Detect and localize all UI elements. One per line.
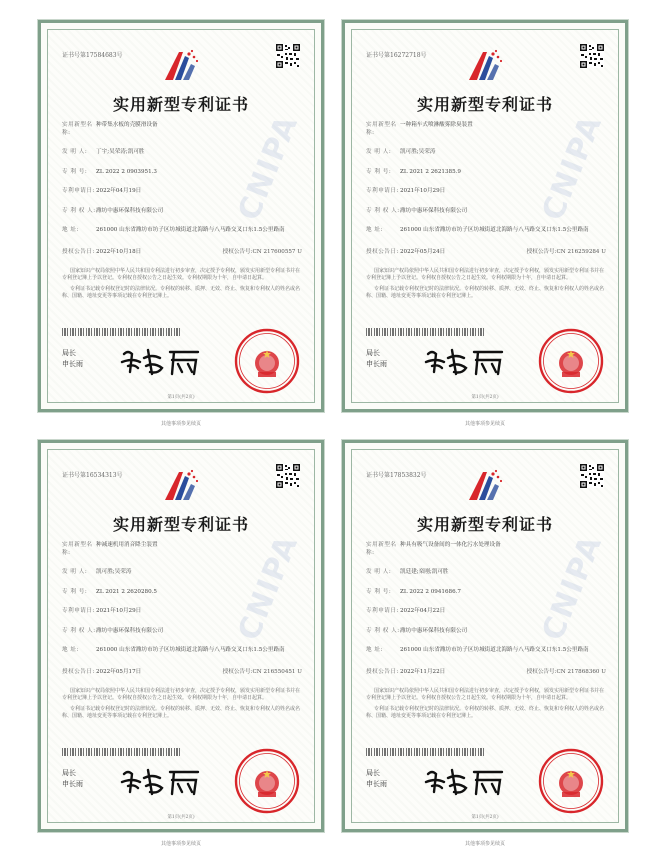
certificate-frame [47, 449, 315, 823]
field-label: 授权公告日: [366, 668, 399, 675]
field-label: 专利申请日: [62, 188, 95, 195]
body-paragraph: 国家知识产权局依照中华人民共和国专利法进行初步审查，决定授予专利权，颁发实用新型专利证书并在专利登记簿上予以登记。专利权自授权公告之日起生效。专利权期限为十年，自申请日起算。 [62, 688, 301, 702]
commissioner-signature [422, 344, 506, 380]
certificate-title: 实用新型专利证书 [416, 95, 553, 114]
cnipa-logo-icon [159, 466, 203, 506]
field-row [62, 589, 302, 597]
page-indicator: 第1页(共2页) [471, 395, 499, 400]
field-row [62, 249, 302, 257]
patent-certificate-2 [342, 20, 628, 427]
field-row [62, 608, 302, 616]
field-row [62, 647, 302, 655]
field-label: 实用新型名称: [366, 122, 397, 136]
field-row [366, 647, 606, 655]
field-value: 潍坊中惠环保科技有限公司 [400, 627, 468, 634]
commissioner-title: 局长 [366, 349, 380, 357]
certificate-number: 证书号第16272718号 [366, 52, 427, 59]
field-value: ZL 2021 2 2620280.5 [96, 588, 157, 595]
certificate-footer: 其他事项参见续页 [464, 421, 505, 427]
certificate-fields [62, 122, 302, 268]
field-row [366, 227, 606, 235]
page-indicator: 第1页(共2页) [167, 395, 195, 400]
field-label: 授权公告日: [62, 668, 95, 675]
field-label: 地 址: [366, 227, 383, 234]
certificate-number: 证书号第16534313号 [62, 472, 123, 479]
field-value: 潍坊中惠环保科技有限公司 [96, 627, 164, 634]
certificate-frame [47, 29, 315, 403]
field-row [62, 569, 302, 577]
field-label: 专 利 号: [62, 588, 88, 595]
body-paragraph: 专利证书记载专利权登记时的法律状况。专利权的转移、质押、无效、终止、恢复和专利权人的姓名或名称、国籍、地址变更等事项记载在专利登记簿上。 [62, 705, 301, 719]
field-label: 地 址: [62, 647, 79, 654]
cnipa-logo-icon [463, 46, 507, 86]
field-row [366, 669, 606, 677]
field-label: 专 利 号: [366, 588, 392, 595]
field-label: 实用新型名称: [62, 122, 93, 136]
commissioner-name: 申长雨 [366, 779, 387, 788]
field-row [62, 208, 302, 216]
field-value: 2022年05月17日 [96, 668, 142, 675]
barcode [366, 328, 486, 336]
announcement-number: 授权公告号:CN 217868360 U [526, 668, 606, 675]
field-label: 发 明 人: [366, 569, 392, 576]
field-row [366, 589, 606, 597]
commissioner-name: 申长雨 [62, 359, 83, 368]
certificate-title: 实用新型专利证书 [416, 515, 553, 534]
official-seal-icon [234, 748, 300, 814]
field-value: 种具有吸气设备间的一体化污水处理设备 [400, 542, 501, 548]
field-row [62, 149, 302, 157]
commissioner-block [62, 768, 83, 789]
qr-code-icon [580, 464, 604, 488]
qr-code-icon [276, 464, 300, 488]
official-seal-icon [234, 328, 300, 394]
commissioner-block [62, 348, 83, 369]
field-value: 261000 山东省潍坊市坊子区坊城街道北海路与八马路交叉口东1.5公里路南 [96, 647, 285, 654]
page-indicator: 第1页(共2页) [167, 815, 195, 820]
commissioner-name: 申长雨 [366, 359, 387, 368]
field-label: 实用新型名称: [62, 542, 93, 556]
body-paragraph: 专利证书记载专利权登记时的法律状况。专利权的转移、质押、无效、终止、恢复和专利权人的姓名或名称、国籍、地址变更等事项记载在专利登记簿上。 [366, 705, 605, 719]
certificate-frame [351, 449, 619, 823]
field-row [62, 122, 302, 137]
cnipa-watermark: CNIPA [535, 109, 610, 226]
commissioner-title: 局长 [366, 769, 380, 777]
field-label: 发 明 人: [62, 569, 88, 576]
field-row [366, 208, 606, 216]
field-label: 授权公告日: [62, 248, 95, 255]
field-row [62, 227, 302, 235]
field-value: 2022年04月22日 [400, 608, 446, 615]
field-label: 发 明 人: [366, 149, 392, 156]
field-row [366, 169, 606, 177]
field-label: 授权公告日: [366, 248, 399, 255]
field-value: 凯可胜;吴荣涛 [96, 569, 132, 576]
field-row [366, 188, 606, 196]
field-row [366, 542, 606, 557]
field-row [62, 188, 302, 196]
field-row [366, 149, 606, 157]
announcement-number: 授权公告号:CN 217600557 U [222, 248, 302, 255]
field-value: ZL 2021 2 2621385.9 [400, 168, 461, 175]
body-paragraph: 国家知识产权局依照中华人民共和国专利法进行初步审查，决定授予专利权，颁发实用新型专利证书并在专利登记簿上予以登记。专利权自授权公告之日起生效。专利权期限为十年，自申请日起算。 [62, 268, 301, 282]
field-row [62, 542, 302, 557]
patent-certificate-1 [38, 20, 324, 427]
certificate-title: 实用新型专利证书 [112, 515, 249, 534]
field-label: 专 利 号: [366, 168, 392, 175]
field-value: 凯廷建;栾刚;凯可胜 [400, 569, 449, 576]
field-label: 专利申请日: [366, 608, 399, 615]
field-row [366, 569, 606, 577]
certificate-body-text [62, 268, 300, 303]
field-row [366, 249, 606, 257]
commissioner-name: 申长雨 [62, 779, 83, 788]
commissioner-block [366, 768, 387, 789]
field-label: 专 利 权 人: [366, 207, 400, 214]
barcode [62, 328, 182, 336]
field-row [366, 122, 606, 137]
certificate-title: 实用新型专利证书 [112, 95, 249, 114]
field-label: 专利申请日: [62, 608, 95, 615]
commissioner-signature [118, 344, 202, 380]
cnipa-watermark: CNIPA [535, 529, 610, 646]
field-value: 2021年10月29日 [400, 188, 446, 195]
body-paragraph: 国家知识产权局依照中华人民共和国专利法进行初步审查，决定授予专利权，颁发实用新型专利证书并在专利登记簿上予以登记。专利权自授权公告之日起生效。专利权期限为十年，自申请日起算。 [366, 268, 605, 282]
qr-code-icon [276, 44, 300, 68]
commissioner-signature [118, 764, 202, 800]
certificate-frame [351, 29, 619, 403]
field-value: ZL 2022 2 0941686.7 [400, 588, 461, 595]
field-label: 专 利 号: [62, 168, 88, 175]
field-value: 种减速机用消音降尘装置 [96, 542, 158, 548]
field-value: 丁宇;吴荣涛;凯可胜 [96, 149, 145, 156]
page-indicator: 第1页(共2页) [471, 815, 499, 820]
official-seal-icon [538, 748, 604, 814]
field-label: 地 址: [366, 647, 383, 654]
field-row [62, 669, 302, 677]
field-value: 种带集水板的壳膜滑设备 [96, 122, 158, 128]
barcode [62, 748, 182, 756]
field-label: 专 利 权 人: [62, 627, 96, 634]
field-label: 专利申请日: [366, 188, 399, 195]
certificate-body-text [366, 268, 604, 303]
field-label: 实用新型名称: [366, 542, 397, 556]
field-value: 一种箱车式喷淋酸雾除臭装置 [400, 122, 473, 128]
certificate-footer: 其他事项参见续页 [464, 841, 505, 847]
body-paragraph: 国家知识产权局依照中华人民共和国专利法进行初步审查，决定授予专利权，颁发实用新型专利证书并在专利登记簿上予以登记。专利权自授权公告之日起生效。专利权期限为十年，自申请日起算。 [366, 688, 605, 702]
cnipa-watermark: CNIPA [231, 529, 306, 646]
field-value: 2021年10月29日 [96, 608, 142, 615]
field-label: 专 利 权 人: [62, 207, 96, 214]
field-value: 261000 山东省潍坊市坊子区坊城街道北海路与八马路交叉口东1.5公里路南 [400, 227, 589, 234]
field-label: 发 明 人: [62, 149, 88, 156]
barcode [366, 748, 486, 756]
field-value: 潍坊中惠环保科技有限公司 [96, 207, 164, 214]
cnipa-watermark: CNIPA [231, 109, 306, 226]
commissioner-block [366, 348, 387, 369]
qr-code-icon [580, 44, 604, 68]
commissioner-title: 局长 [62, 349, 76, 357]
body-paragraph: 专利证书记载专利权登记时的法律状况。专利权的转移、质押、无效、终止、恢复和专利权人的姓名或名称、国籍、地址变更等事项记载在专利登记簿上。 [366, 285, 605, 299]
commissioner-signature [422, 764, 506, 800]
certificate-number: 证书号第17853832号 [366, 472, 427, 479]
field-label: 地 址: [62, 227, 79, 234]
field-value: ZL 2022 2 0903951.3 [96, 168, 157, 175]
certificate-footer: 其他事项参见续页 [160, 841, 201, 847]
field-value: 2022年05月24日 [400, 248, 446, 255]
cnipa-logo-icon [463, 466, 507, 506]
certificate-fields [366, 122, 606, 268]
field-row [366, 628, 606, 636]
certificate-body-text [366, 688, 604, 723]
field-row [62, 169, 302, 177]
official-seal-icon [538, 328, 604, 394]
certificate-number: 证书号第17584683号 [62, 52, 123, 59]
field-label: 专 利 权 人: [366, 627, 400, 634]
announcement-number: 授权公告号:CN 216550451 U [222, 668, 302, 675]
field-value: 2022年10月18日 [96, 248, 142, 255]
patent-certificate-3 [38, 440, 324, 847]
announcement-number: 授权公告号:CN 216259284 U [526, 248, 606, 255]
field-value: 2022年04月19日 [96, 188, 142, 195]
commissioner-title: 局长 [62, 769, 76, 777]
field-value: 261000 山东省潍坊市坊子区坊城街道北海路与八马路交叉口东1.5公里路南 [400, 647, 589, 654]
cnipa-logo-icon [159, 46, 203, 86]
field-row [366, 608, 606, 616]
field-value: 凯可胜;吴荣涛 [400, 149, 436, 156]
body-paragraph: 专利证书记载专利权登记时的法律状况。专利权的转移、质押、无效、终止、恢复和专利权人的姓名或名称、国籍、地址变更等事项记载在专利登记簿上。 [62, 285, 301, 299]
certificate-fields [62, 542, 302, 688]
certificate-fields [366, 542, 606, 688]
certificate-footer: 其他事项参见续页 [160, 421, 201, 427]
field-row [62, 628, 302, 636]
field-value: 261000 山东省潍坊市坊子区坊城街道北海路与八马路交叉口东1.5公里路南 [96, 227, 285, 234]
field-value: 潍坊中惠环保科技有限公司 [400, 207, 468, 214]
certificate-body-text [62, 688, 300, 723]
patent-certificate-4 [342, 440, 628, 847]
field-value: 2022年11月22日 [400, 668, 446, 675]
